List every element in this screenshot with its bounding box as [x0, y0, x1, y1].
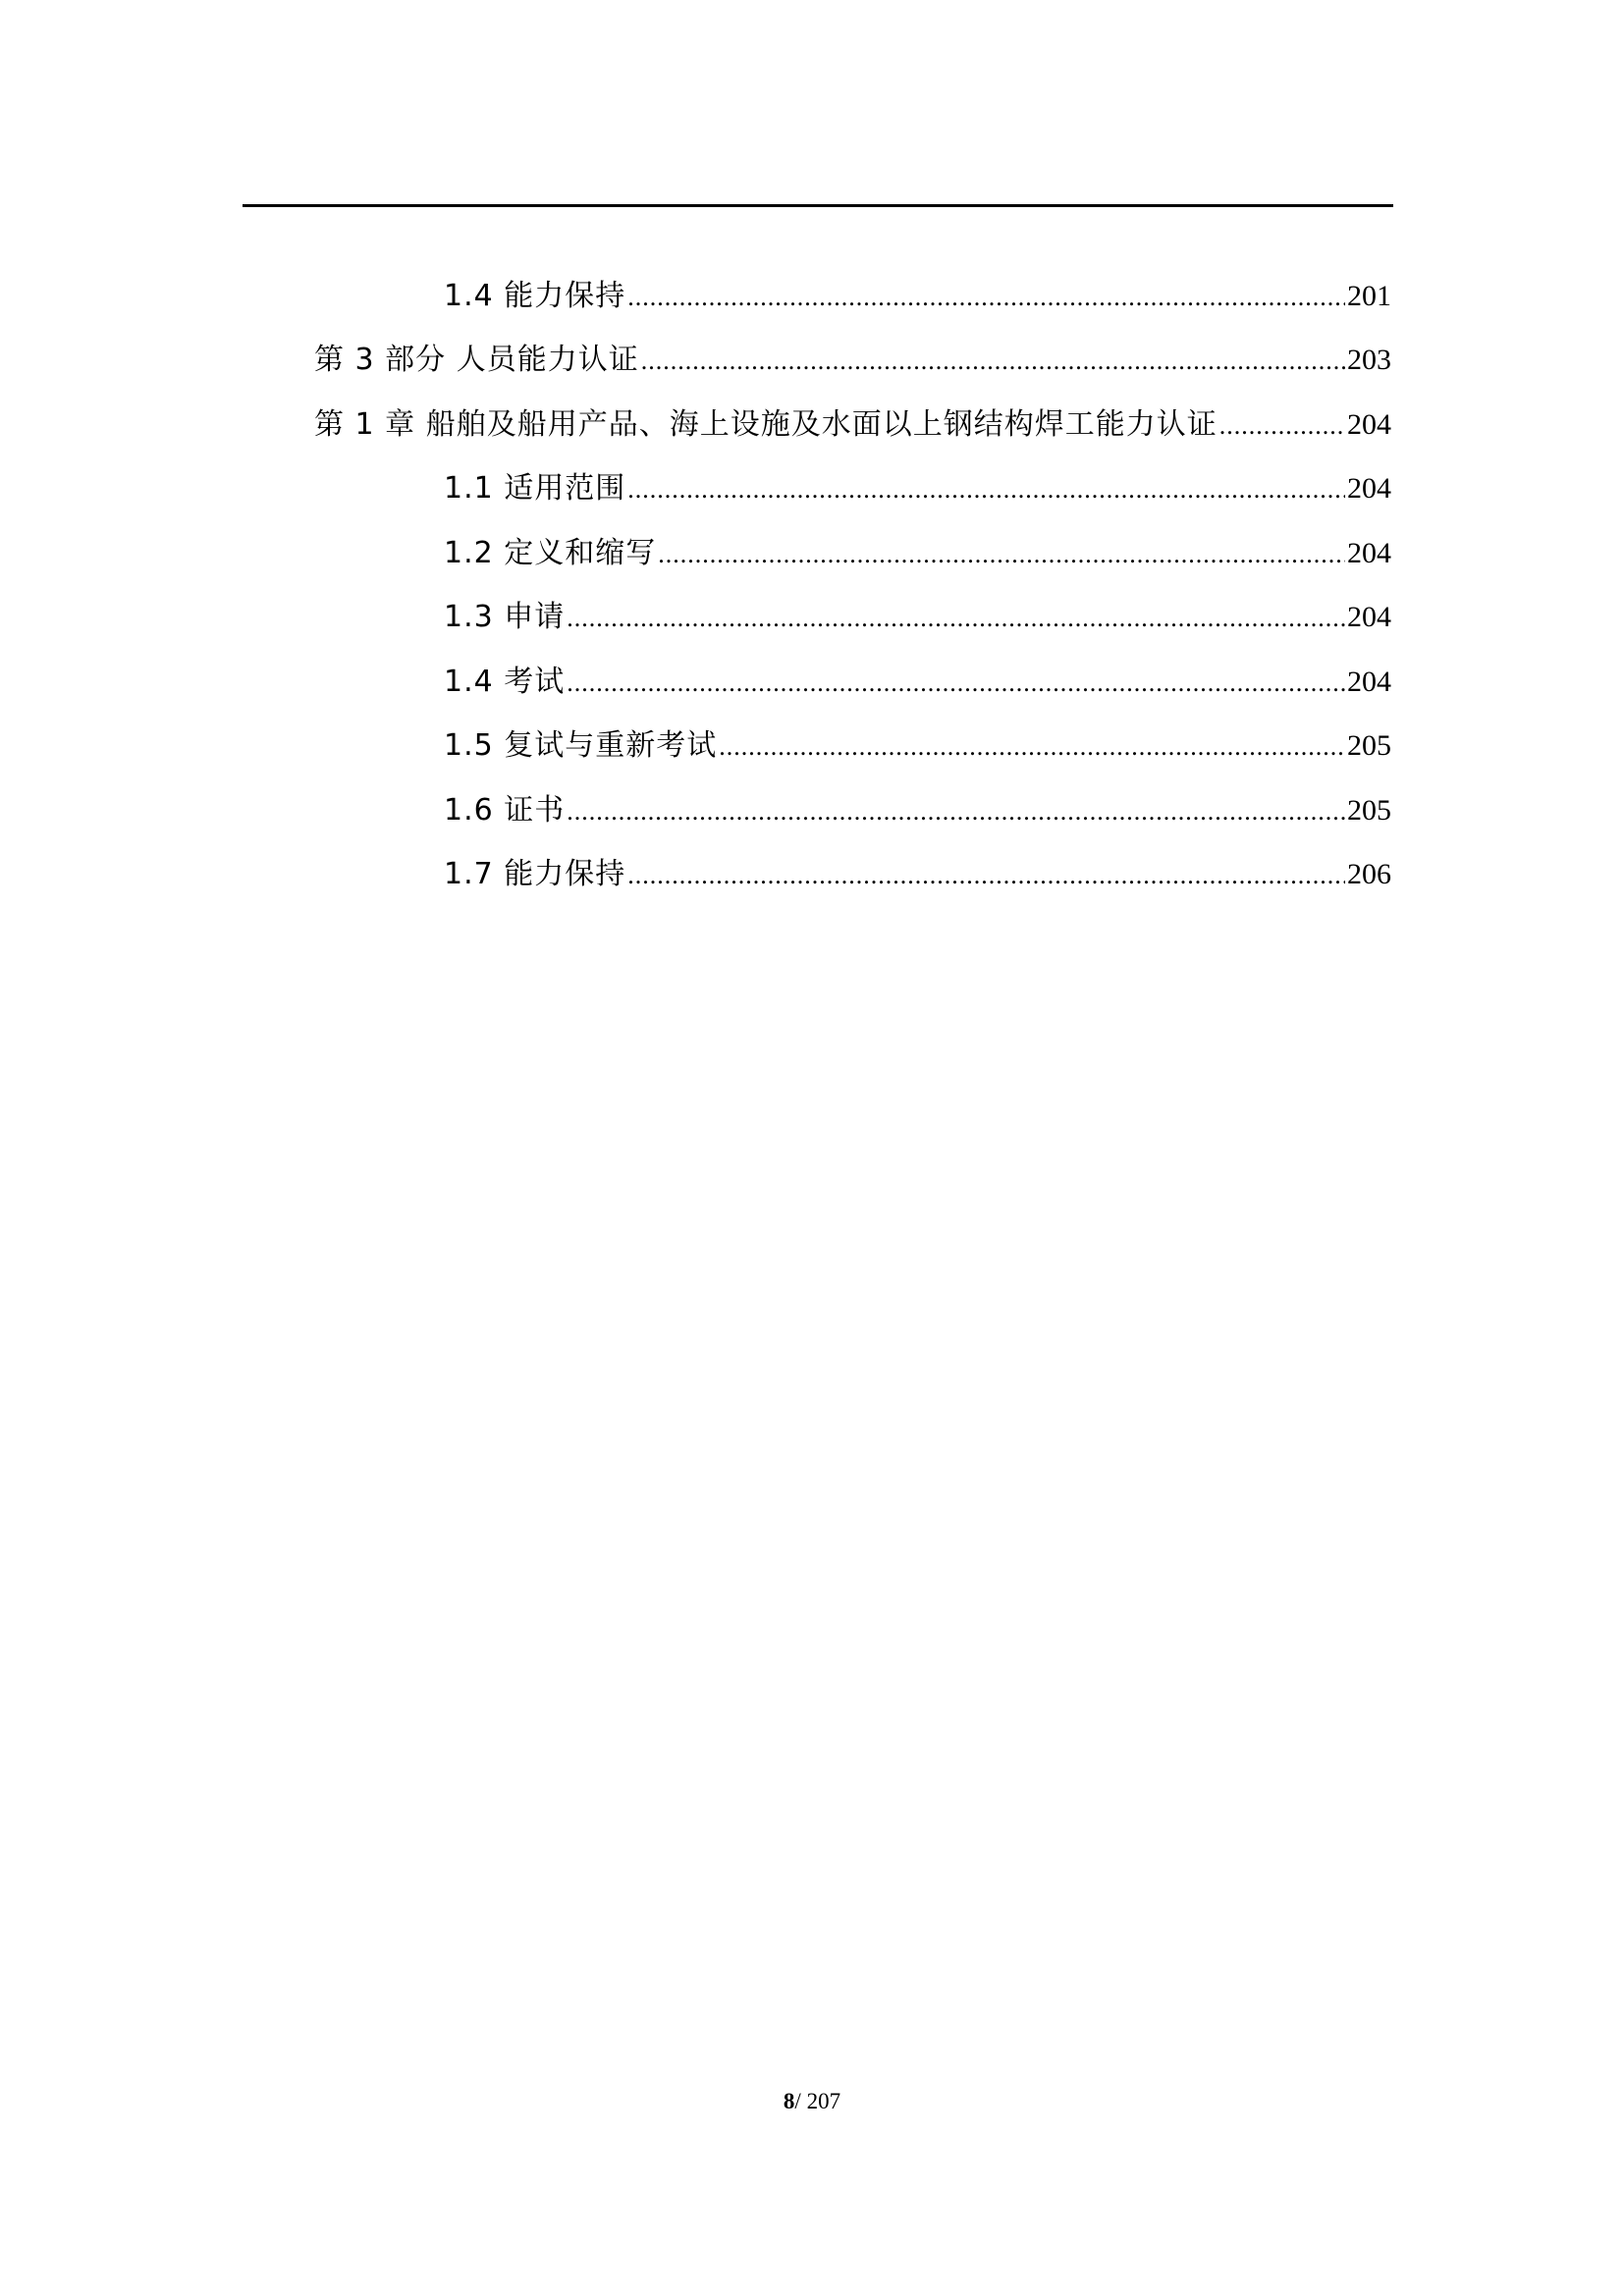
toc-dot-leader	[1219, 406, 1345, 446]
toc-entry[interactable]	[444, 598, 1391, 637]
toc-entry[interactable]	[444, 663, 1391, 702]
toc-page-number: 206	[1347, 858, 1391, 890]
toc-entry[interactable]	[314, 405, 1391, 445]
page-separator: /	[794, 2089, 807, 2113]
toc-dot-leader	[567, 664, 1345, 703]
toc-entry-label: 1.7 能力保持	[444, 857, 626, 891]
toc-entry-label: 1.4 能力保持	[444, 279, 626, 313]
toc-page-number: 204	[1347, 666, 1391, 698]
toc-entry-label: 1.5 复试与重新考试	[444, 728, 718, 763]
page-footer	[0, 2089, 1624, 2114]
toc-dot-leader	[627, 278, 1345, 317]
toc-entry[interactable]	[444, 855, 1391, 894]
toc-entry[interactable]	[444, 534, 1391, 573]
toc-entry-label: 第 3 部分 人员能力认证	[314, 343, 639, 377]
toc-page-number: 201	[1347, 280, 1391, 312]
toc-page-number: 204	[1347, 537, 1391, 569]
toc-dot-leader	[719, 727, 1345, 767]
toc-dot-leader	[567, 599, 1345, 638]
toc-entry[interactable]	[444, 277, 1391, 316]
toc-dot-leader	[641, 342, 1345, 381]
toc-page-number: 204	[1347, 601, 1391, 633]
toc-page-number: 204	[1347, 472, 1391, 505]
toc-dot-leader	[627, 470, 1345, 509]
toc-entry[interactable]	[444, 791, 1391, 830]
current-page-number: 8	[783, 2089, 795, 2113]
toc-page-number: 205	[1347, 729, 1391, 762]
toc-entry[interactable]	[444, 469, 1391, 508]
toc-page-number: 205	[1347, 794, 1391, 827]
total-pages: 207	[806, 2089, 841, 2113]
toc-entry[interactable]	[314, 341, 1391, 380]
toc-entry-label: 第 1 章 船舶及船用产品、海上设施及水面以上钢结构焊工能力认证	[314, 407, 1218, 442]
toc-dot-leader	[658, 535, 1345, 574]
toc-entry-label: 1.1 适用范围	[444, 471, 626, 506]
toc-entry-label: 1.4 考试	[444, 665, 566, 699]
toc-entry[interactable]	[444, 726, 1391, 766]
toc-entry-label: 1.2 定义和缩写	[444, 536, 657, 570]
toc-dot-leader	[627, 856, 1345, 895]
toc-dot-leader	[567, 792, 1345, 831]
toc-page-number: 204	[1347, 408, 1391, 441]
toc-entry-label: 1.3 申请	[444, 600, 566, 634]
toc-page-number: 203	[1347, 344, 1391, 376]
toc-entry-label: 1.6 证书	[444, 793, 566, 828]
